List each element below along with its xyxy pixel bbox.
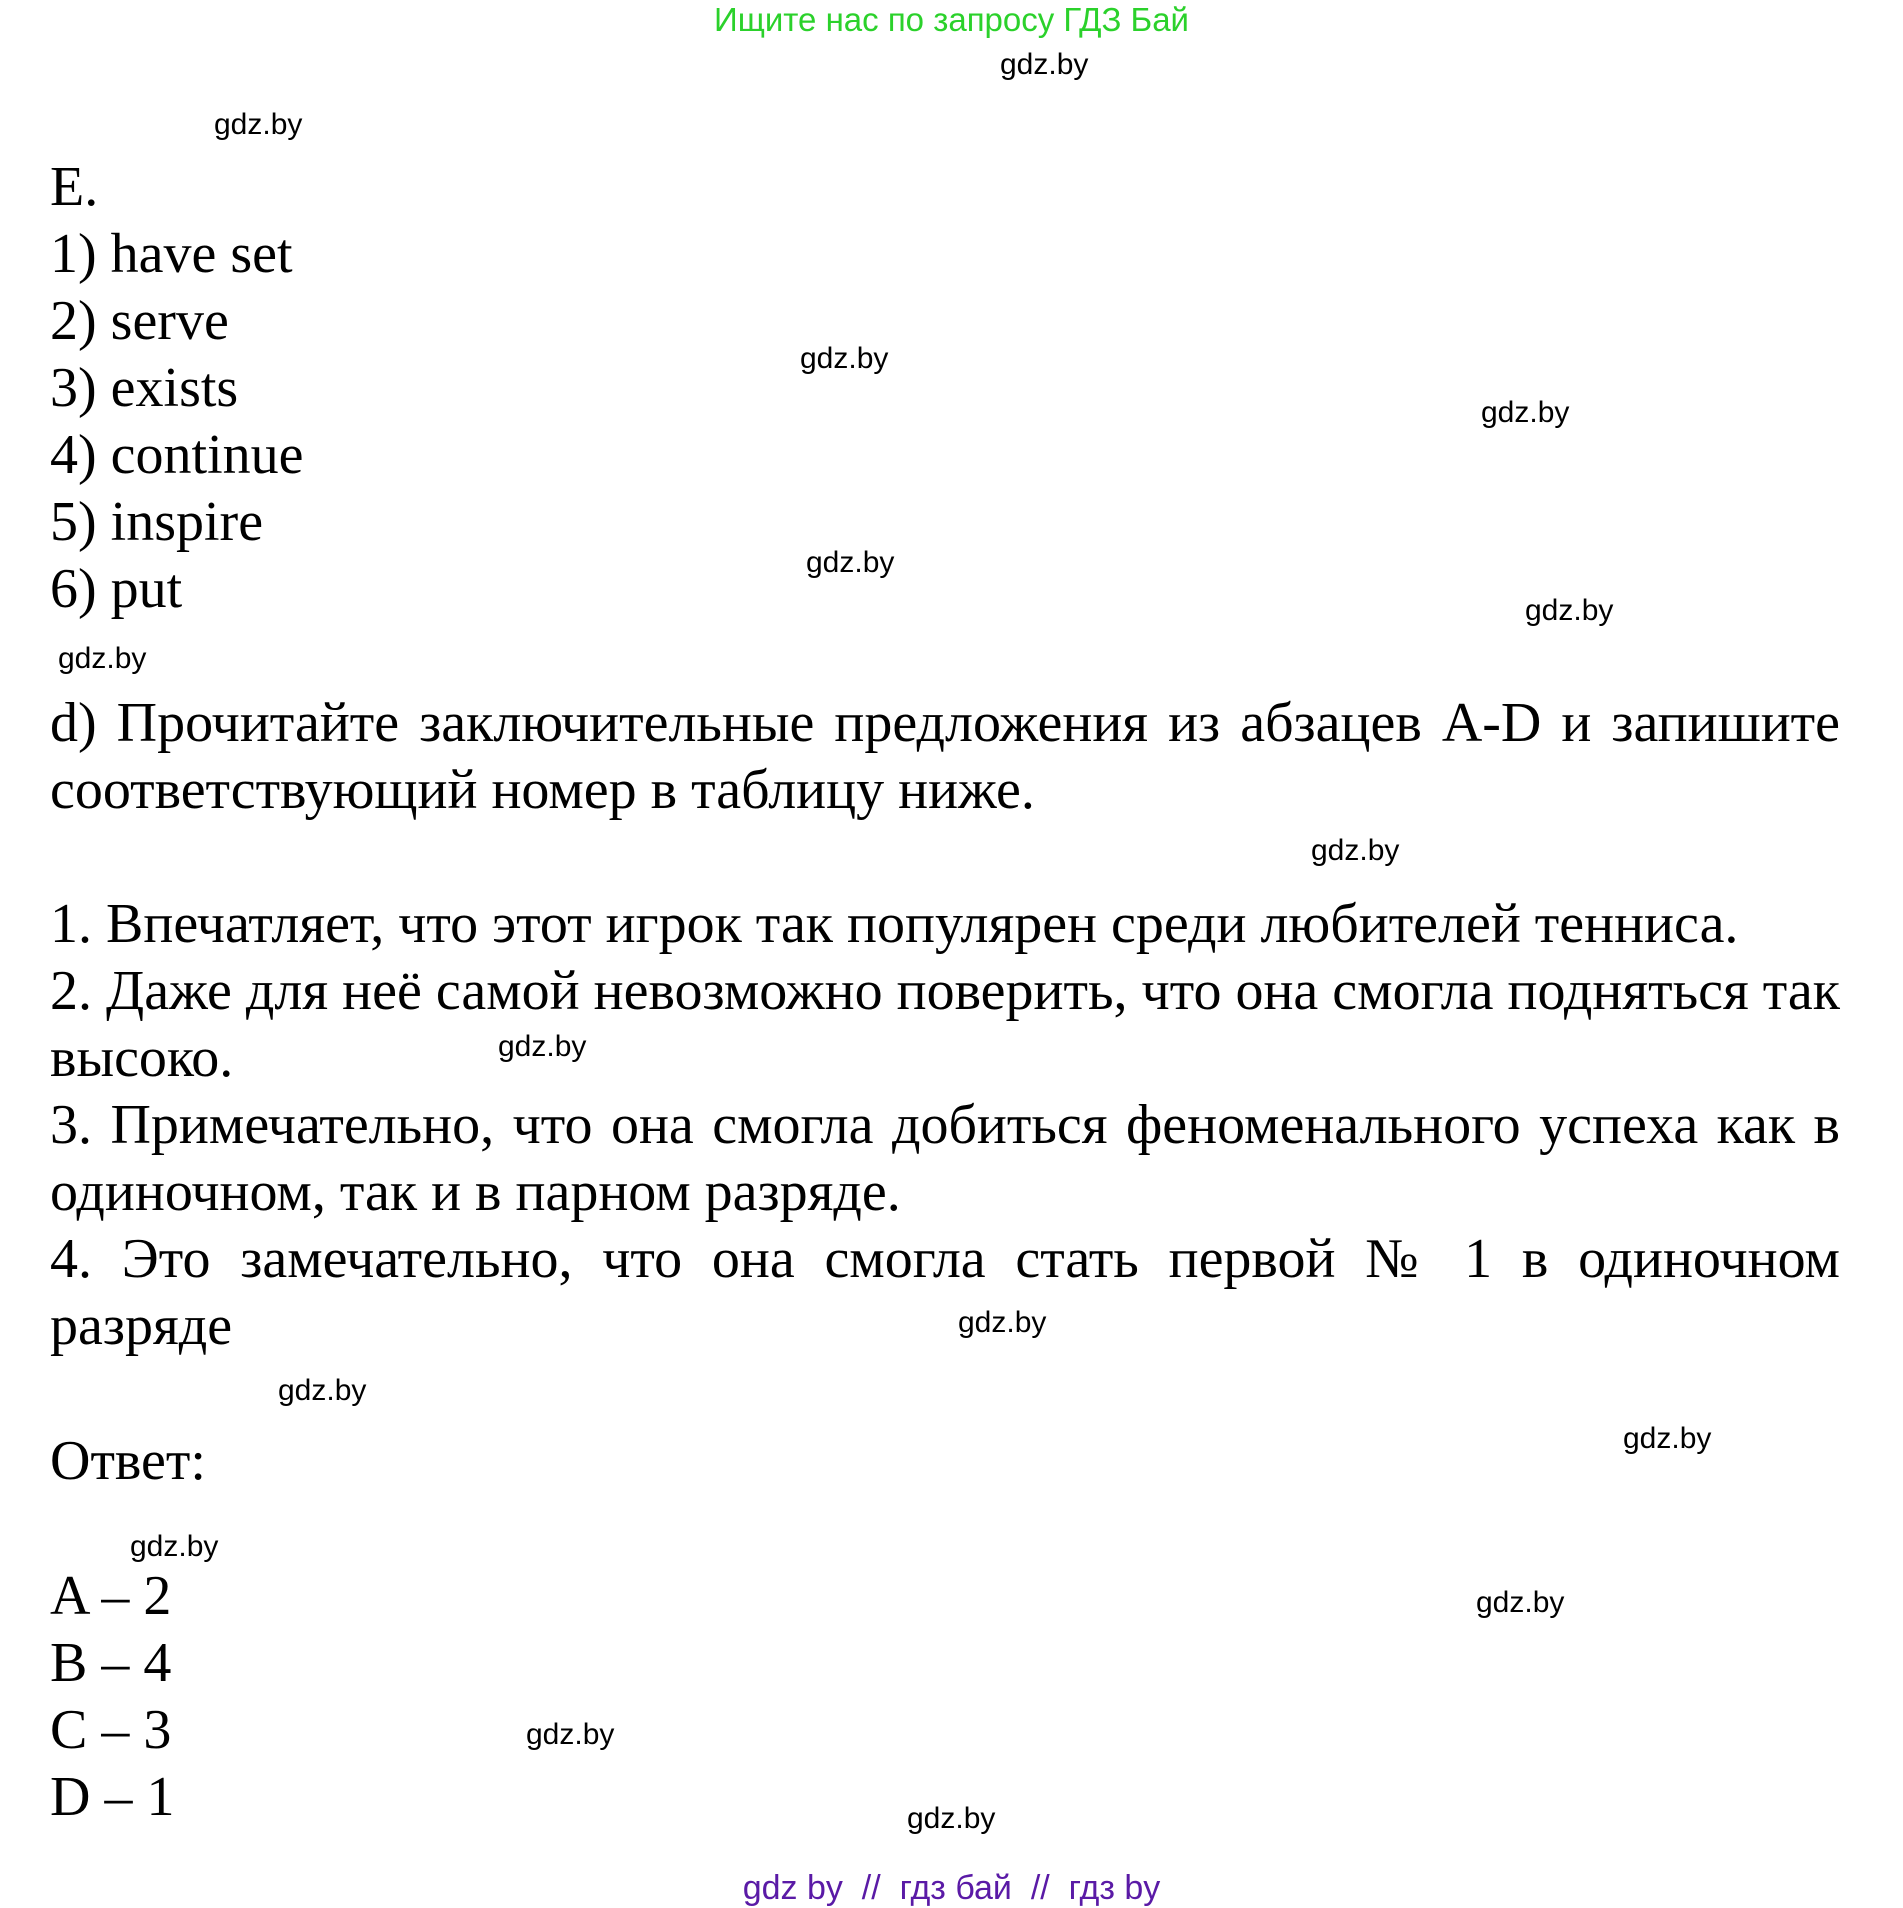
task-instruction: d) Прочитайте заключительные предложения из абзацев A-D и запишите соответствующий номер в таблицу ниже. bbox=[50, 692, 1840, 821]
footer-links: gdz by // гдз бай // гдз by bbox=[742, 1869, 1161, 1907]
top-banner: Ищите нас по запросу ГДЗ Бай bbox=[714, 1, 1189, 38]
answer-line: 1) have set bbox=[50, 223, 293, 285]
answer-line: 6) put bbox=[50, 558, 183, 620]
watermark: gdz.by bbox=[58, 642, 147, 675]
sentence: 1. Впечатляет, что этот игрок так популярен среди любителей тенниса. bbox=[50, 893, 1739, 955]
answer-item: D – 1 bbox=[50, 1766, 175, 1828]
section-heading: E. bbox=[50, 156, 99, 218]
sentence: 3. Примечательно, что она смогла добиться феноменального успеха как в одиночном, так и в парном разряде. bbox=[50, 1094, 1840, 1223]
answer-item: A – 2 bbox=[50, 1565, 172, 1627]
watermark: gdz.by bbox=[1525, 594, 1614, 627]
watermark: gdz.by bbox=[278, 1374, 367, 1407]
watermark: gdz.by bbox=[907, 1802, 996, 1835]
answer-list bbox=[50, 1563, 1840, 1831]
sentence-list bbox=[50, 891, 1840, 1360]
watermark: gdz.by bbox=[214, 108, 303, 141]
watermark: gdz.by bbox=[1000, 48, 1089, 81]
watermark: gdz.by bbox=[1476, 1586, 1565, 1619]
watermark: gdz.by bbox=[1623, 1422, 1712, 1455]
answer-item: C – 3 bbox=[50, 1699, 172, 1761]
watermark: gdz.by bbox=[1481, 396, 1570, 429]
answer-line: 5) inspire bbox=[50, 491, 264, 553]
sentence: 4. Это замечательно, что она смогла стать первой № 1 в одиночном разряде bbox=[50, 1228, 1840, 1357]
sentence: 2. Даже для неё самой невозможно поверить, что она смогла подняться так высоко. bbox=[50, 960, 1840, 1089]
answer-line: 3) exists bbox=[50, 357, 239, 419]
answer-label: Ответ: bbox=[50, 1430, 206, 1492]
watermark: gdz.by bbox=[806, 546, 895, 579]
watermark: gdz.by bbox=[958, 1306, 1047, 1339]
answer-line: 4) continue bbox=[50, 424, 304, 486]
watermark: gdz.by bbox=[526, 1718, 615, 1751]
watermark: gdz.by bbox=[800, 342, 889, 375]
section-e bbox=[50, 154, 1840, 623]
answer-line: 2) serve bbox=[50, 290, 229, 352]
watermark: gdz.by bbox=[498, 1030, 587, 1063]
watermark: gdz.by bbox=[130, 1530, 219, 1563]
watermark: gdz.by bbox=[1311, 834, 1400, 867]
answer-item: B – 4 bbox=[50, 1632, 172, 1694]
